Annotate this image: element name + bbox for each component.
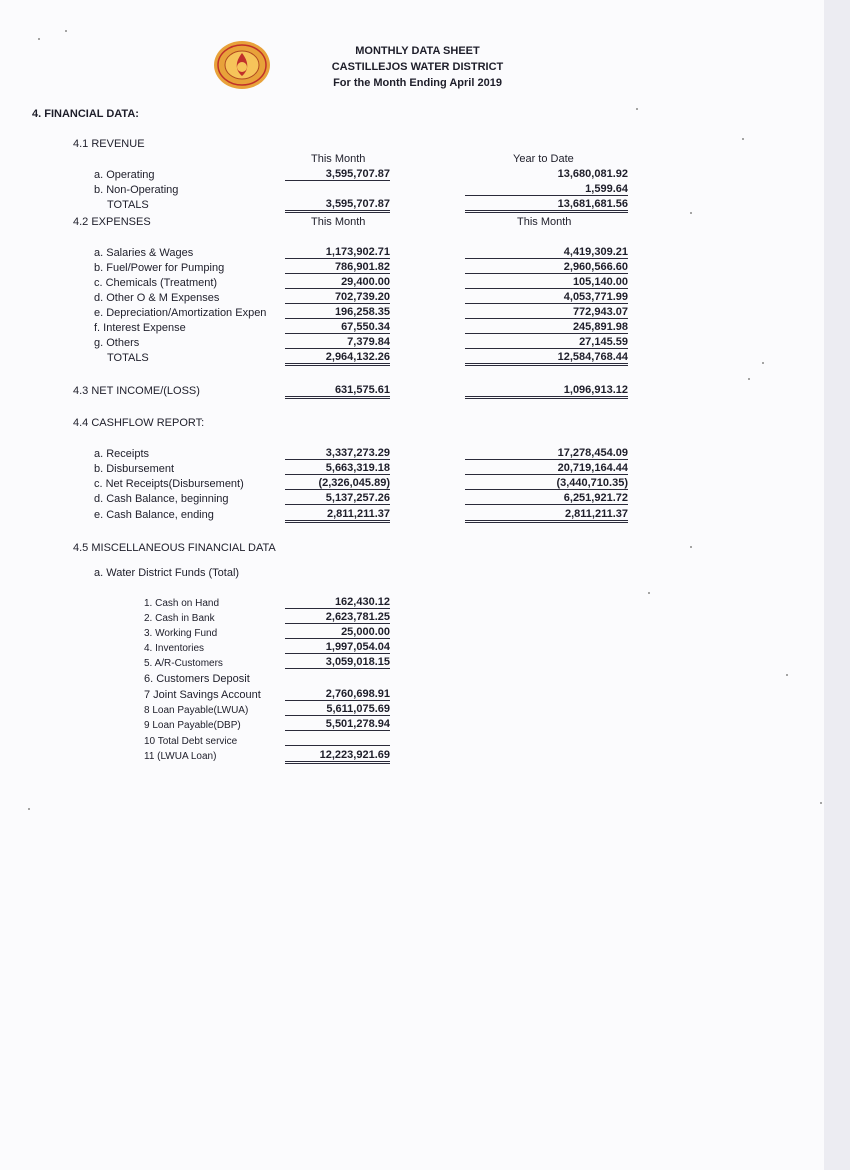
expenses-totals-tm: 2,964,132.26 — [285, 351, 390, 366]
revenue-totals-tm: 3,595,707.87 — [285, 198, 390, 213]
cashflow-row-tm: (2,326,045.89) — [285, 477, 390, 490]
misc-row-value: 1,997,054.04 — [285, 641, 390, 654]
expenses-col-second: This Month — [517, 216, 572, 228]
expense-row-label: f. Interest Expense — [94, 322, 186, 334]
cashflow-row-tm: 3,337,273.29 — [285, 447, 390, 460]
misc-row-label: 6. Customers Deposit — [144, 673, 250, 685]
misc-row-value: 2,623,781.25 — [285, 611, 390, 624]
expenses-totals-ytd: 12,584,768.44 — [465, 351, 628, 366]
col-year-to-date: Year to Date — [513, 153, 574, 165]
scan-speck — [65, 30, 67, 32]
expense-row-tm: 29,400.00 — [285, 276, 390, 289]
scan-speck — [28, 808, 30, 810]
cashflow-row-ytd: (3,440,710.35) — [465, 477, 628, 490]
sheet-title: MONTHLY DATA SHEET — [355, 45, 480, 57]
cashflow-row-ytd: 20,719,164.44 — [465, 462, 628, 475]
expense-row-tm: 786,901.82 — [285, 261, 390, 274]
misc-row-value: 3,059,018.15 — [285, 656, 390, 669]
net-income-label: 4.3 NET INCOME/(LOSS) — [73, 385, 200, 397]
misc-row-label: 1. Cash on Hand — [144, 598, 220, 609]
cashflow-row-tm: 2,811,211.37 — [285, 508, 390, 523]
expense-row-tm: 702,739.20 — [285, 291, 390, 304]
revenue-row-label: b. Non-Operating — [94, 184, 179, 196]
scan-speck — [648, 592, 650, 594]
misc-row-value: 162,430.12 — [285, 596, 390, 609]
expense-row-label: g. Others — [94, 337, 140, 349]
misc-row-label: 10 Total Debt service — [144, 736, 238, 747]
misc-row-label: 5. A/R-Customers — [144, 658, 223, 669]
scan-speck — [690, 546, 692, 548]
cashflow-row-label: d. Cash Balance, beginning — [94, 493, 229, 505]
scan-edge — [824, 0, 850, 1170]
misc-row-value: 5,501,278.94 — [285, 718, 390, 731]
org-name: CASTILLEJOS WATER DISTRICT — [331, 61, 504, 73]
expenses-title: 4.2 EXPENSES — [73, 216, 151, 228]
section-heading: 4. FINANCIAL DATA: — [32, 108, 139, 120]
cashflow-row-label: b. Disbursement — [94, 463, 175, 475]
misc-row-label: 7 Joint Savings Account — [144, 689, 261, 701]
expense-row-tm: 1,173,902.71 — [285, 246, 390, 259]
expense-row-label: b. Fuel/Power for Pumping — [94, 262, 225, 274]
cashflow-row-label: c. Net Receipts(Disbursement) — [94, 478, 244, 490]
cashflow-row-tm: 5,663,319.18 — [285, 462, 390, 475]
revenue-row-tm: 3,595,707.87 — [285, 168, 390, 181]
expense-row-ytd: 245,891.98 — [465, 321, 628, 334]
misc-title: 4.5 MISCELLANEOUS FINANCIAL DATA — [73, 542, 276, 554]
expense-row-ytd: 772,943.07 — [465, 306, 628, 319]
cashflow-title: 4.4 CASHFLOW REPORT: — [73, 417, 205, 429]
scan-speck — [636, 108, 638, 110]
scan-speck — [762, 362, 764, 364]
revenue-totals-ytd: 13,681,681.56 — [465, 198, 628, 213]
revenue-row-label: a. Operating — [94, 169, 155, 181]
water-district-seal-icon — [213, 40, 271, 90]
net-income-tm: 631,575.61 — [285, 384, 390, 399]
cashflow-row-tm: 5,137,257.26 — [285, 492, 390, 505]
expense-row-label: d. Other O & M Expenses — [94, 292, 220, 304]
misc-row-label: 2. Cash in Bank — [144, 613, 215, 624]
scan-speck — [690, 212, 692, 214]
misc-row-label: 11 (LWUA Loan) — [144, 751, 217, 762]
cashflow-row-ytd: 2,811,211.37 — [465, 508, 628, 523]
expense-row-label: e. Depreciation/Amortization Expen — [94, 307, 267, 319]
scan-speck — [786, 674, 788, 676]
misc-row-label: 8 Loan Payable(LWUA) — [144, 705, 249, 716]
expense-row-ytd: 4,053,771.99 — [465, 291, 628, 304]
scan-speck — [742, 138, 744, 140]
expense-row-tm: 7,379.84 — [285, 336, 390, 349]
expense-row-ytd: 2,960,566.60 — [465, 261, 628, 274]
cashflow-row-label: a. Receipts — [94, 448, 150, 460]
revenue-totals-label: TOTALS — [107, 199, 149, 211]
col-this-month: This Month — [311, 153, 366, 165]
cashflow-row-ytd: 17,278,454.09 — [465, 447, 628, 460]
expense-row-label: c. Chemicals (Treatment) — [94, 277, 218, 289]
expenses-totals-label: TOTALS — [107, 352, 149, 364]
revenue-title: 4.1 REVENUE — [73, 138, 145, 150]
net-income-ytd: 1,096,913.12 — [465, 384, 628, 399]
expense-row-label: a. Salaries & Wages — [94, 247, 194, 259]
expense-row-ytd: 4,419,309.21 — [465, 246, 628, 259]
cashflow-row-ytd: 6,251,921.72 — [465, 492, 628, 505]
misc-empty-rule — [285, 733, 390, 746]
misc-row-value: 12,223,921.69 — [285, 749, 390, 764]
scan-speck — [748, 378, 750, 380]
misc-row-label: 9 Loan Payable(DBP) — [144, 720, 241, 731]
expense-row-tm: 196,258.35 — [285, 306, 390, 319]
expense-row-tm: 67,550.34 — [285, 321, 390, 334]
scan-speck — [820, 802, 822, 804]
revenue-row-ytd: 13,680,081.92 — [557, 168, 628, 180]
period: For the Month Ending April 2019 — [333, 77, 502, 89]
revenue-row-ytd: 1,599.64 — [465, 183, 628, 196]
misc-row-value: 5,611,075.69 — [285, 703, 390, 716]
expense-row-ytd: 105,140.00 — [465, 276, 628, 289]
misc-row-label: 4. Inventories — [144, 643, 205, 654]
misc-row-value: 25,000.00 — [285, 626, 390, 639]
expenses-col-this-month: This Month — [311, 216, 366, 228]
cashflow-row-label: e. Cash Balance, ending — [94, 509, 214, 521]
misc-row-label: 3. Working Fund — [144, 628, 218, 639]
misc-row-value: 2,760,698.91 — [285, 688, 390, 701]
misc-subtitle: a. Water District Funds (Total) — [94, 567, 240, 579]
scan-speck — [38, 38, 40, 40]
expense-row-ytd: 27,145.59 — [465, 336, 628, 349]
